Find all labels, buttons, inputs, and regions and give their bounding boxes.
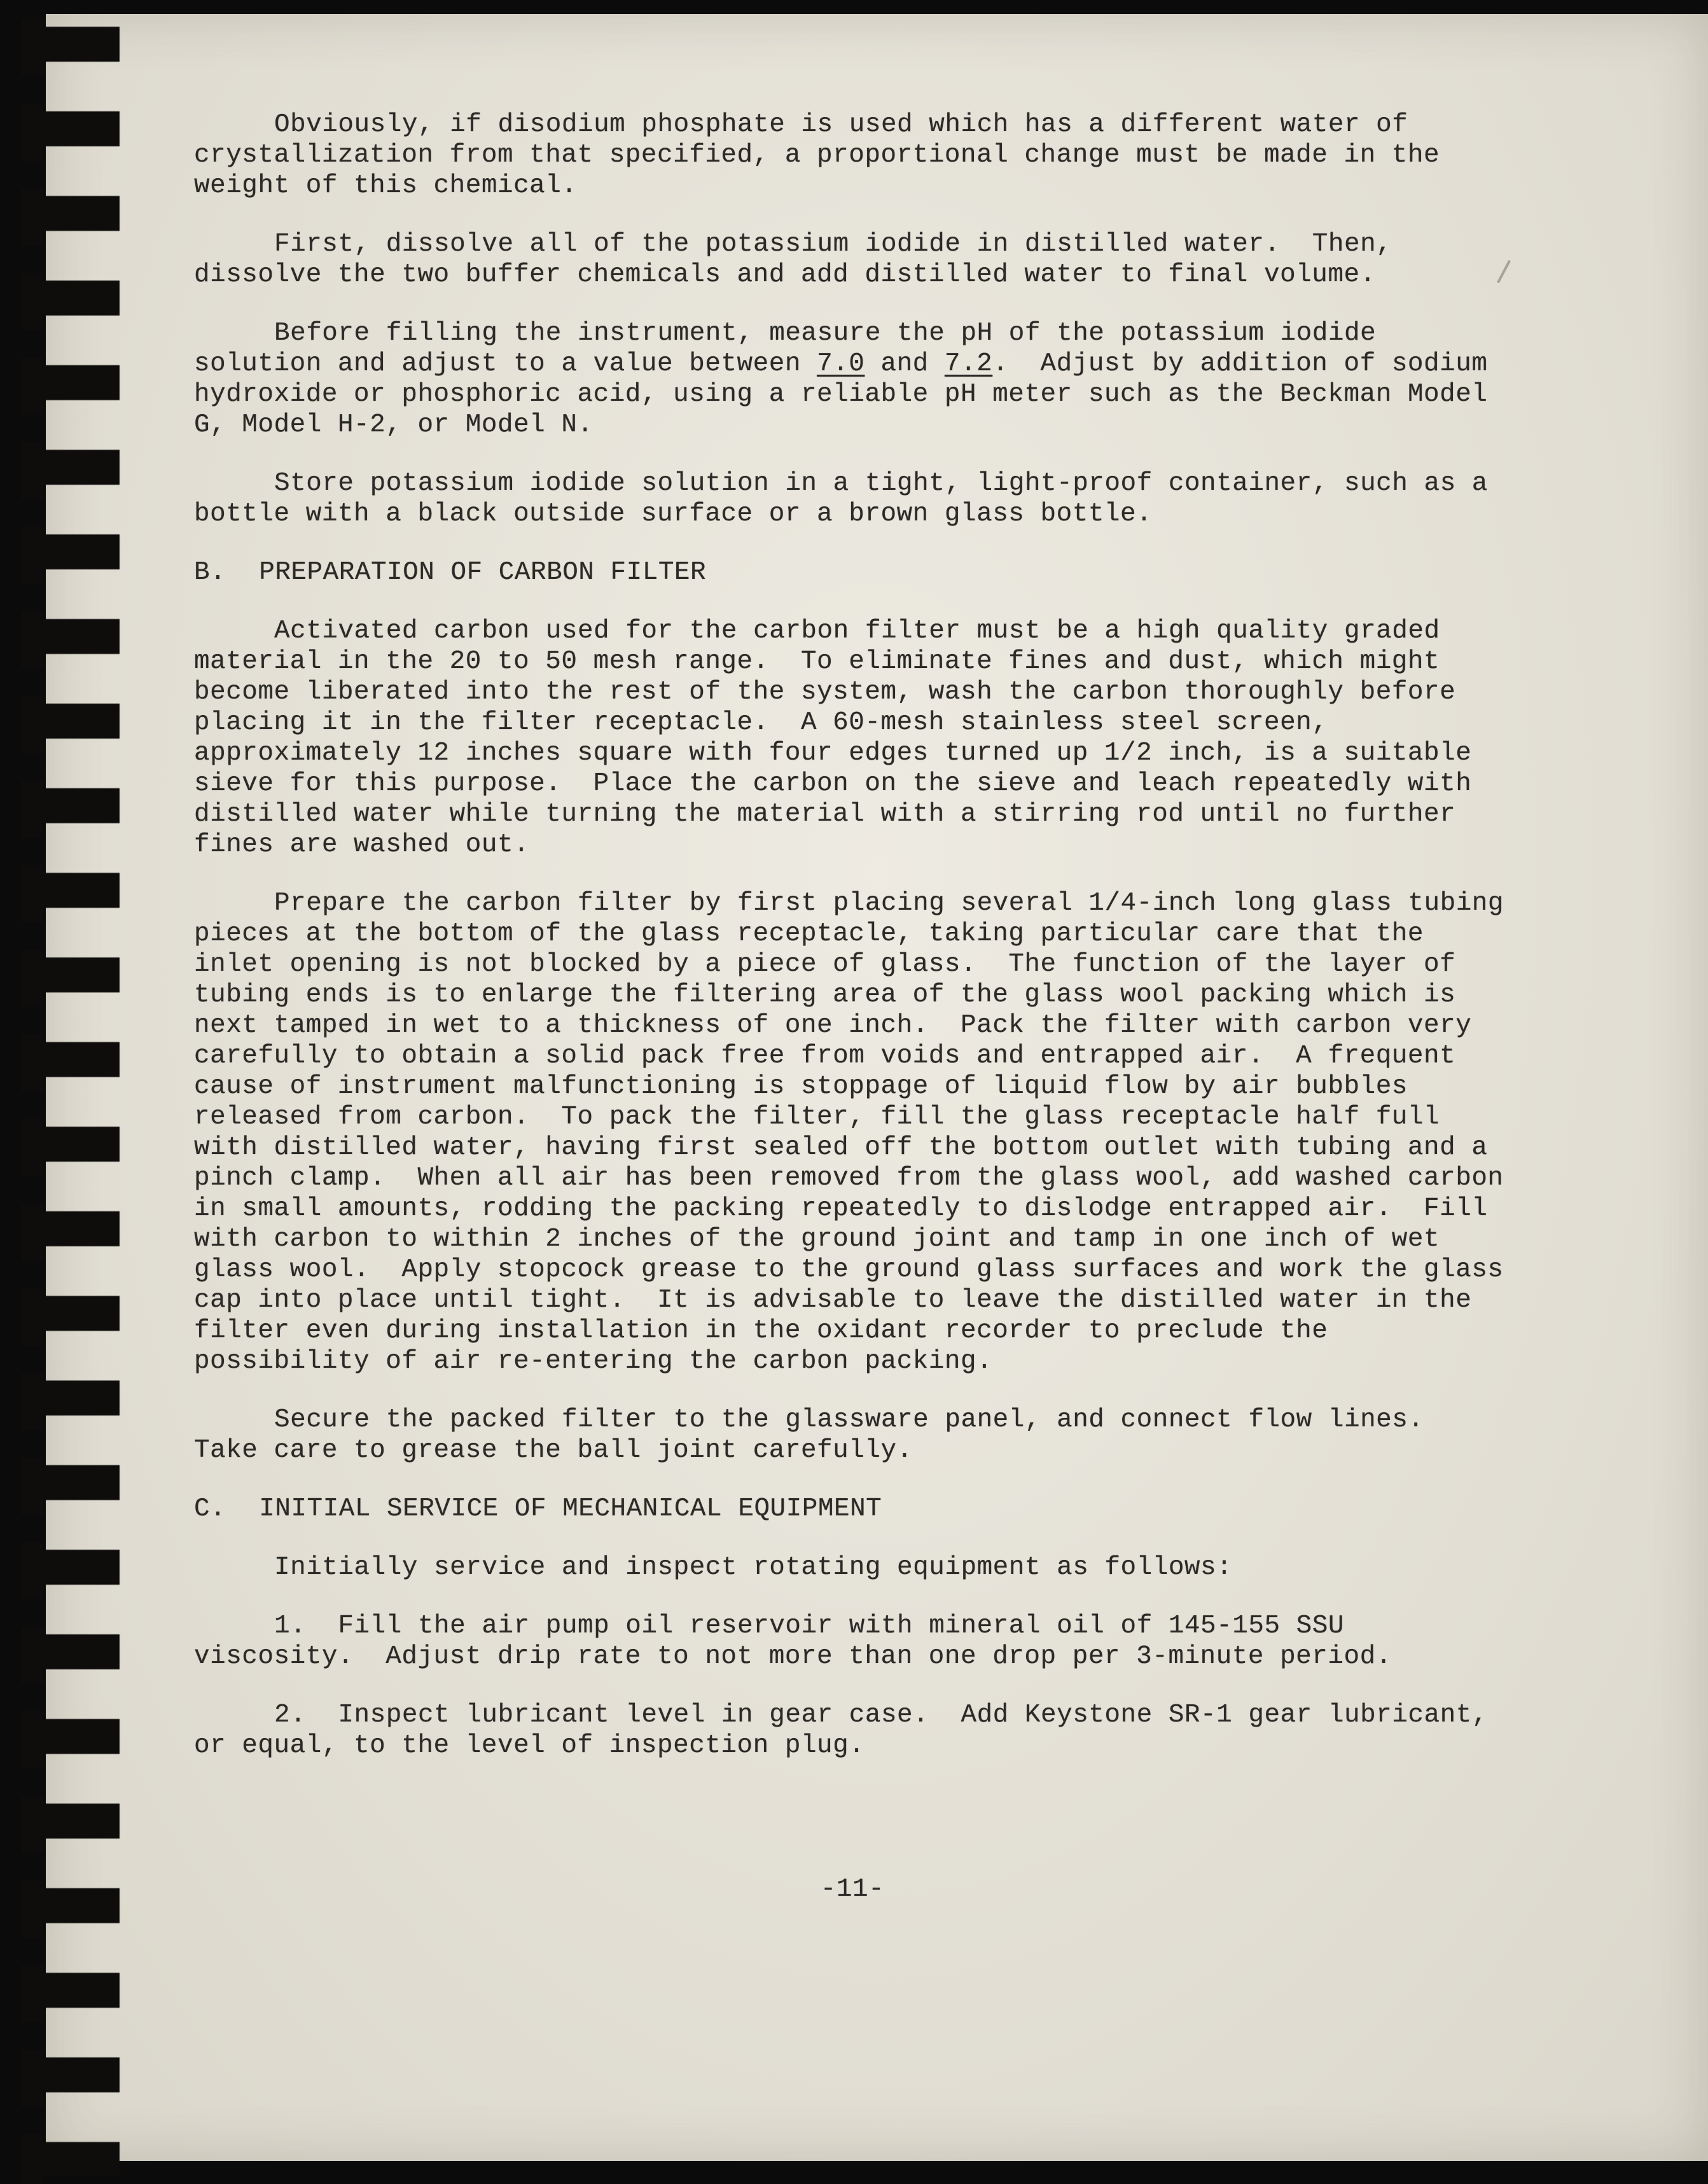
- section-letter: B.: [194, 558, 226, 587]
- paragraph: [194, 229, 1511, 290]
- text-run: Obviously, if disodium phosphate is used which has a different water of crystallization from that specified, a proportional change must be made in the weight of this chemical.: [194, 110, 1456, 200]
- list-marker: 2.: [274, 1701, 338, 1730]
- list-item: [194, 1700, 1511, 1761]
- section-title: PREPARATION OF CARBON FILTER: [259, 558, 707, 587]
- page-content: [194, 109, 1520, 1789]
- text-run: Secure the packed filter to the glassware panel, and connect flow lines. Take care to grease the ball joint carefully.: [194, 1405, 1456, 1465]
- page-number: -11-: [820, 1875, 885, 1904]
- paragraph: [194, 888, 1520, 1377]
- text-run: Prepare the carbon filter by first placing several 1/4-inch long glass tubing pieces at the bottom of the glass receptacle, taking particular care that the inlet opening is not blocked by a piece of glass. The function of the layer of tubing ends is to enlarge the filtering area of the glass wool packing which is next tamped in wet to a thickness of one inch. Pack the filter with carbon very carefully to obtain a solid pack free from voids and entrapped air. A frequent cause of instrument malfunctioning is stoppage of liquid flow by air bubbles released from carbon. To pack the filter, fill the glass receptacle half full with distilled water, having first sealed off the bottom outlet with tubing and a pinch clamp. When all air has been removed from the glass wool, add washed carbon in small amounts, rodding the packing repeatedly to dislodge entrapped air. Fill with carbon to within 2 inches of the ground joint and tamp in one inch of wet glass wool. Apply stopcock grease to the ground glass surfaces and work the glass cap into place until tight. It is advisable to leave the distilled water in the filter even during installation in the oxidant recorder to preclude the possibility of air re-entering the carbon packing.: [194, 889, 1520, 1376]
- document-page: [46, 14, 1708, 2161]
- paragraph: [194, 1552, 1511, 1583]
- text-run: Fill the air pump oil reservoir with mineral oil of 145-155 SSU viscosity. Adjust drip rate to not more than one drop per 3-minute period.: [194, 1611, 1392, 1671]
- list-item: [194, 1611, 1511, 1672]
- text-run: First, dissolve all of the potassium iodide in distilled water. Then, dissolve the two buffer chemicals and add distilled water to final volume.: [194, 230, 1408, 289]
- text-run: Before filling the instrument, measure the pH of the potassium iodide solution and adjust to a value between: [194, 319, 1392, 379]
- paragraph: [194, 1405, 1511, 1466]
- text-run: Activated carbon used for the carbon filter must be a high quality graded material in the 20 to 50 mesh range. To eliminate fines and dust, which might become liberated into the rest of the system, wash the carbon thoroughly before placing it in the filter receptacle. A 60-mesh stainless steel screen, approximately 12 inches square with four edges turned up 1/2 inch, is a suitable sieve for this purpose. Place the carbon on the sieve and leach repeatedly with distilled water while turning the material with a stirring rod until no further fines are washed out.: [194, 616, 1488, 859]
- heading: [194, 1494, 1511, 1524]
- paragraph: [194, 468, 1511, 529]
- paragraph: [194, 318, 1511, 440]
- text-run: Inspect lubricant level in gear case. Add Keystone SR-1 gear lubricant, or equal, to the level of inspection plug.: [194, 1701, 1504, 1760]
- paragraph: [194, 109, 1511, 201]
- heading: [194, 557, 1511, 588]
- text-run: . Adjust by addition of sodium hydroxide or phosphoric acid, using a reliable pH meter such as the Beckman Model G, Model H-2, or Model N.: [194, 349, 1504, 440]
- text-run: Initially service and inspect rotating equipment as follows:: [274, 1553, 1233, 1582]
- paragraph: [194, 616, 1511, 860]
- text-run: Store potassium iodide solution in a tight, light-proof container, such as a bottle with a black outside surface or a brown glass bottle.: [194, 469, 1504, 529]
- underlined-value: 7.0: [817, 349, 865, 379]
- section-letter: C.: [194, 1494, 226, 1524]
- section-title: INITIAL SERVICE OF MECHANICAL EQUIPMENT: [259, 1494, 882, 1524]
- list-marker: 1.: [274, 1611, 338, 1641]
- binding-comb-teeth: [38, 0, 120, 2184]
- underlined-value: 7.2: [944, 349, 993, 379]
- text-run: and: [864, 349, 945, 379]
